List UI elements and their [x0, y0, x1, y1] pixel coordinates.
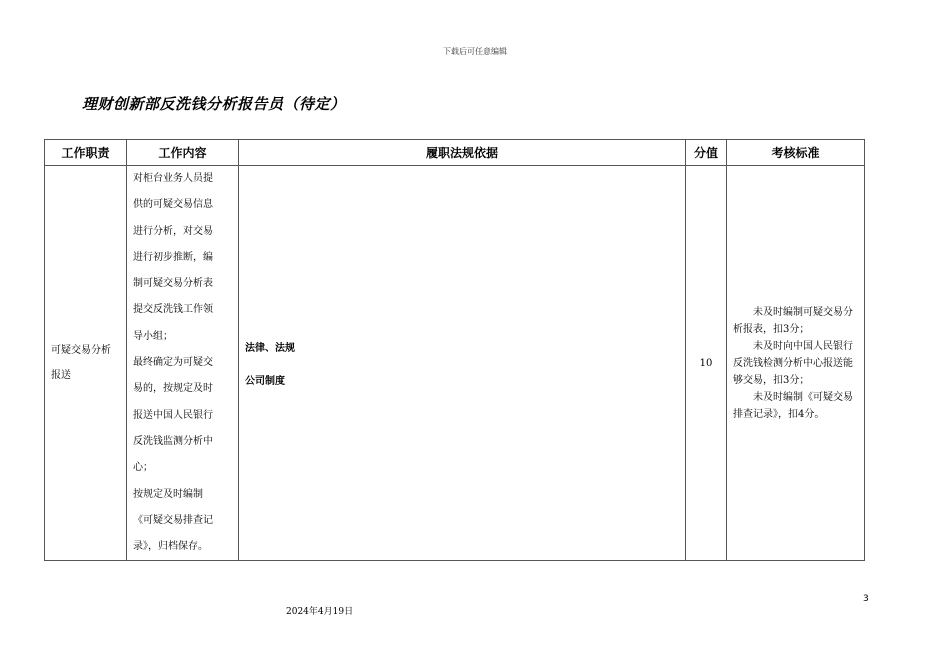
duty-line: 报送	[51, 370, 71, 382]
score-cell: 10	[686, 166, 727, 561]
header-score: 分值	[686, 140, 727, 166]
content-line: 最终确定为可疑交	[133, 357, 213, 369]
content-line: 供的可疑交易信息	[133, 199, 213, 211]
table-header-row	[45, 140, 865, 166]
duty-cell	[45, 166, 127, 561]
content-line: 对柜台业务人员提	[133, 173, 213, 184]
header-content: 工作内容	[127, 140, 239, 166]
content-line: 反洗钱监测分析中	[133, 435, 213, 447]
duty-table	[44, 139, 865, 561]
basis-company-rules: 公司制度	[245, 376, 285, 388]
header-criteria: 考核标准	[727, 140, 865, 166]
content-line: 《可疑交易排查记	[133, 514, 213, 526]
content-line: 提交反洗钱工作领	[133, 304, 213, 316]
content-line: 报送中国人民银行	[133, 409, 213, 421]
document-title: 理财创新部反洗钱分析报告员（待定）	[82, 95, 346, 113]
basis-cell	[239, 166, 686, 561]
criteria-item: 未及时向中国人民银行反洗钱检测分析中心报送能够交易，扣3分；	[733, 340, 853, 386]
content-line: 进行初步推断，编	[133, 251, 213, 263]
header-note: 下载后可任意编辑	[443, 47, 507, 56]
content-line: 进行分析，对交易	[133, 225, 213, 237]
content-line: 导小组；	[133, 330, 173, 342]
criteria-cell	[727, 166, 865, 561]
footer-date: 2024年4月19日	[286, 607, 354, 617]
basis-laws: 法律、法规	[245, 343, 295, 355]
criteria-item: 未及时编制可疑交易分析报表，扣3分；	[733, 306, 853, 335]
header-basis: 履职法规依据	[239, 140, 686, 166]
content-line: 制可疑交易分析表	[133, 278, 213, 290]
header-duty: 工作职责	[45, 140, 127, 166]
duty-line: 可疑交易分析	[51, 345, 111, 357]
content-cell	[127, 166, 239, 561]
content-line: 录》，归档保存。	[133, 541, 208, 553]
content-line: 心；	[133, 462, 153, 474]
table-row	[45, 166, 865, 561]
page-number: 3	[863, 594, 869, 604]
content-line: 按规定及时编制	[133, 488, 203, 500]
content-line: 易的，按规定及时	[133, 383, 213, 395]
criteria-item: 未及时编制《可疑交易排查记录》，扣4分。	[733, 391, 853, 420]
